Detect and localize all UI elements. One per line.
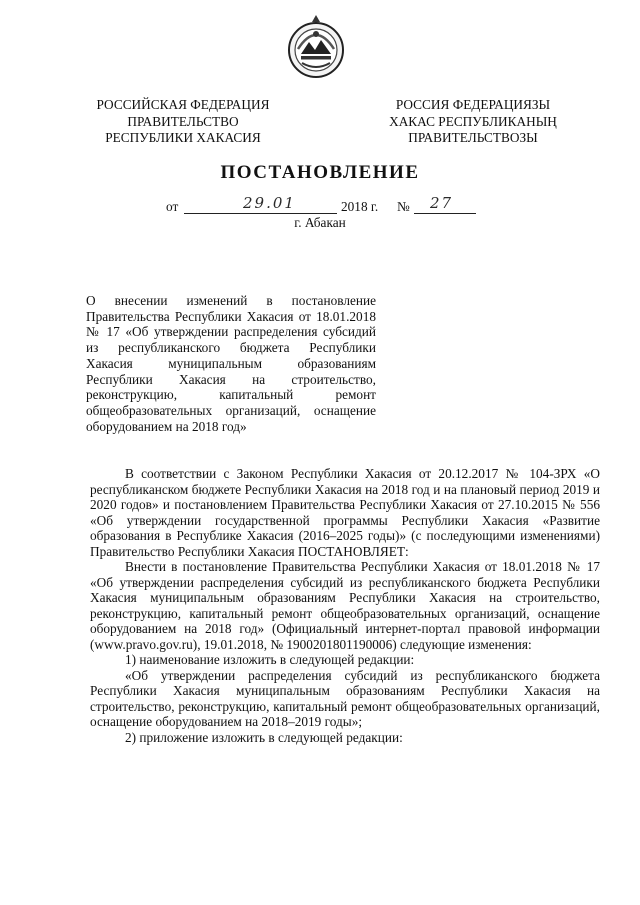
- issuer-line: ХАКАС РЕСПУБЛИКАНЫҢ: [389, 113, 557, 129]
- handwritten-number: 27: [430, 194, 454, 212]
- coat-of-arms-emblem: [285, 13, 347, 81]
- issuer-line: ПРАВИТЕЛЬСТВО: [127, 113, 239, 129]
- number-underline: [414, 213, 476, 214]
- issuer-line: РОССИЙСКАЯ ФЕДЕРАЦИЯ: [96, 97, 270, 112]
- issuer-line: РЕСПУБЛИКИ ХАКАСИЯ: [105, 130, 261, 145]
- body-paragraph: В соответствии с Законом Республики Хакасия от 20.12.2017 № 104-ЗРХ «О республиканском бюджете Республики Хакасия на 2018 год и на плановый период 2019 и 2020 годов» и постановлением Правительства Республики Хакасия от 27.10.2015 № 556 «Об утверждении государственной программы Республики Хакасия «Развитие образования в Республике Хакасия (2016–2025 годы)» (с последующими изменениями) Правительство Республики Хакасия ПОСТАНОВЛЯЕТ:: [90, 466, 600, 559]
- issuer-line: РОССИЯ ФЕДЕРАЦИЯЗЫ: [395, 97, 551, 112]
- document-type-title: ПОСТАНОВЛЕНИЕ: [220, 162, 420, 183]
- date-prefix: от: [166, 199, 179, 214]
- issuer-line: ПРАВИТЕЛЬСТВОЗЫ: [408, 130, 538, 145]
- issue-city: г. Абакан: [294, 215, 346, 230]
- body-paragraph: «Об утверждении распределения субсидий из республиканского бюджета Республики Хакасия муниципальным образованиям Республики Хакасия на строительство, реконструкцию, капитальный ремонт общеобразовательных организаций, оснащение оборудованием на 2018–2019 годы»;: [90, 667, 600, 729]
- date-underline: [184, 213, 337, 214]
- issuer-name-khakas: [362, 97, 584, 147]
- date-year: 2018 г.: [341, 199, 379, 214]
- body-paragraph: 1) наименование изложить в следующей редакции:: [125, 652, 415, 667]
- number-label: №: [397, 199, 410, 214]
- body-paragraph: 2) приложение изложить в следующей редакции:: [125, 729, 403, 745]
- body-paragraph: Внести в постановление Правительства Республики Хакасия от 18.01.2018 № 17 «Об утверждении распределения субсидий из республиканского бюджета Республики Хакасия муниципальным образованиям Республики Хакасия на строительство, реконструкцию, капитальный ремонт общеобразовательных организаций, оснащение оборудованием на 2018 год» (Официальный интернет-портал правовой информации (www.pravo.gov.ru), 19.01.2018, № 1900201801190006) следующие изменения:: [90, 559, 600, 652]
- handwritten-date: 29.01: [243, 194, 296, 212]
- document-body: [90, 466, 600, 745]
- issuer-name-russian: [78, 97, 288, 147]
- document-subject: О внесении изменений в постановление Правительства Республики Хакасия от 18.01.2018 № 17 «Об утверждении распределения субсидий из республиканского бюджета Республики Хакасия муниципальным образованиям Республики Хакасия на строительство, реконструкцию, капитальный ремонт общеобразовательных организаций, оснащение оборудованием на 2018 год»: [86, 293, 376, 434]
